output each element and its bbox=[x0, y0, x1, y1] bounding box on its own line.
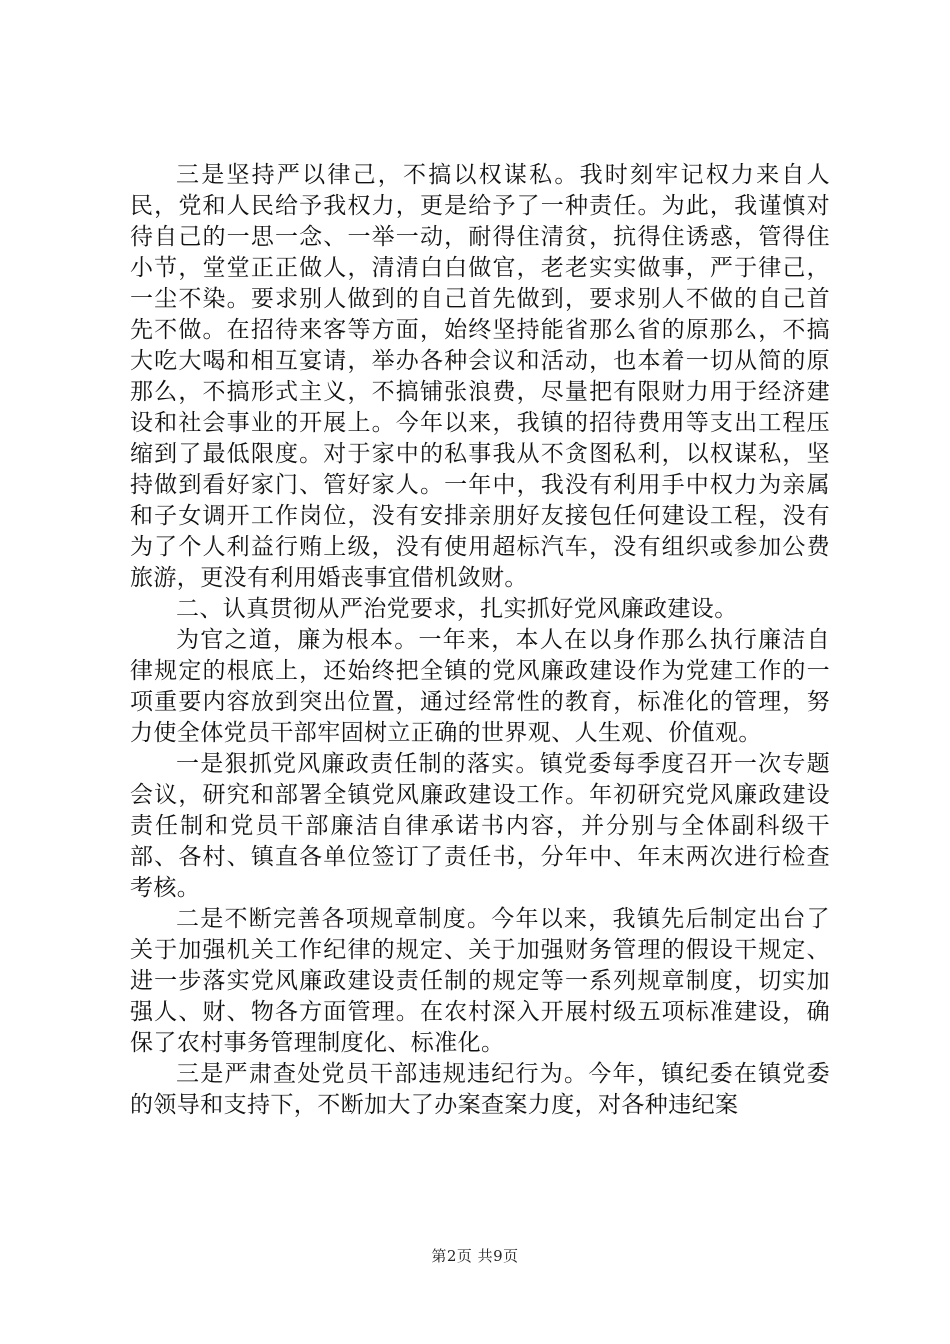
section-heading-party-discipline: 二、认真贯彻从严治党要求，扎实抓好党风廉政建设。 bbox=[176, 596, 738, 622]
page-number-footer: 第2页 共9页 bbox=[431, 1247, 519, 1265]
paragraph-responsibility-system: 一是狠抓党风廉政责任制的落实。镇党委每季度召开一次专题会议，研究和部署全镇党风廉政建设工作。年初研究党风廉政建设责任制和党员干部廉洁自律承诺书内容，并分别与全体副科级干部、各村、镇直各单位签订了责任书，分年中、年末两次进行检查考核。 bbox=[130, 751, 830, 901]
paragraph-violation-investigation: 三是严肃查处党员干部违规违纪行为。今年，镇纪委在镇党委的领导和支持下，不断加大了办案查案力度，对各种违纪案 bbox=[130, 1061, 830, 1118]
paragraph-self-discipline: 三是坚持严以律己，不搞以权谋私。我时刻牢记权力来自人民，党和人民给予我权力，更是给予了一种责任。为此，我谨慎对待自己的一思一念、一举一动，耐得住清贫，抗得住诱惑，管得住小节，堂堂正正做人，清清白白做官，老老实实做事，严于律己，一尘不染。要求别人做到的自己首先做到，要求别人不做的自己首先不做。在招待来客等方面，始终坚持能省那么省的原那么，不搞大吃大喝和相互宴请，举办各种会议和活动，也本着一切从简的原那么，不搞形式主义，不搞铺张浪费，尽量把有限财力用于经济建设和社会事业的开展上。今年以来，我镇的招待费用等支出工程压缩到了最低限度。对于家中的私事我从不贪图私利，以权谋私，坚持做到看好家门、管好家人。一年中，我没有利用手中权力为亲属和子女调开工作岗位，没有安排亲朋好友接包任何建设工程，没有为了个人利益行贿上级，没有使用超标汽车，没有组织或参加公费旅游，更没有利用婚丧事宜借机敛财。 bbox=[130, 162, 830, 591]
paragraph-rules-regulations: 二是不断完善各项规章制度。今年以来，我镇先后制定出台了关于加强机关工作纪律的规定、关于加强财务管理的假设干规定、进一步落实党风廉政建设责任制的规定等一系列规章制度，切实加强人、财、物各方面管理。在农村深入开展村级五项标准建设，确保了农村事务管理制度化、标准化。 bbox=[130, 906, 830, 1056]
paragraph-integrity-foundation: 为官之道，廉为根本。一年来，本人在以身作那么执行廉洁自律规定的根底上，还始终把全镇的党风廉政建设作为党建工作的一项重要内容放到突出位置，通过经常性的教育，标准化的管理，努力使全体党员干部牢固树立正确的世界观、人生观、价值观。 bbox=[130, 627, 830, 746]
document-body bbox=[130, 160, 830, 1121]
